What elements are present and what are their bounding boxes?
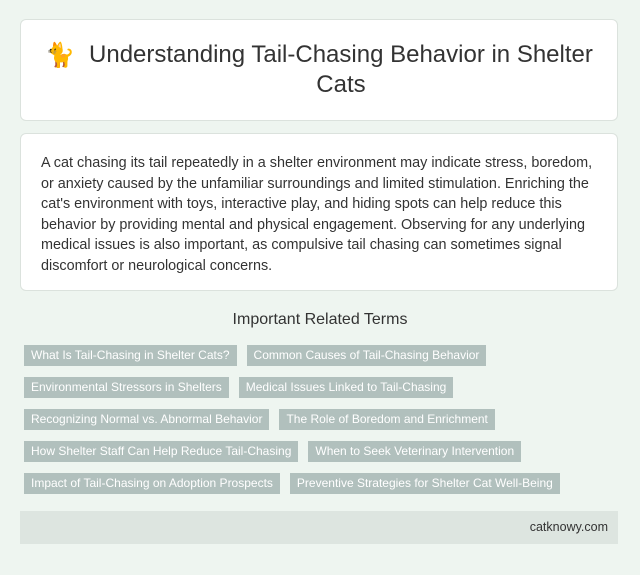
related-term-tag[interactable]: Medical Issues Linked to Tail-Chasing: [239, 377, 454, 398]
related-term-tag[interactable]: Preventive Strategies for Shelter Cat Well-Being: [290, 473, 560, 494]
related-term-tag[interactable]: What Is Tail-Chasing in Shelter Cats?: [24, 345, 237, 366]
related-term-tag[interactable]: Impact of Tail-Chasing on Adoption Prospects: [24, 473, 280, 494]
related-terms-title: Important Related Terms: [232, 311, 408, 328]
related-term-tag[interactable]: Recognizing Normal vs. Abnormal Behavior: [24, 409, 269, 430]
summary-card: [20, 133, 618, 291]
related-term-tag[interactable]: How Shelter Staff Can Help Reduce Tail-Chasing: [24, 441, 298, 462]
footer-site-link[interactable]: catknowy.com: [529, 520, 608, 534]
related-term-tag[interactable]: The Role of Boredom and Enrichment: [279, 409, 494, 430]
summary-text: A cat chasing its tail repeatedly in a shelter environment may indicate stress, boredom, or anxiety caused by the unfamiliar surroundings and limited stimulation. Enriching the cat's environment with toys, interactive play, and hiding spots can help reduce this behavior by providing mental and physical engagement. Observing for any underlying medical issues is also important, as compulsive tail chasing can sometimes signal discomfort or neurological concerns.: [41, 155, 593, 274]
related-term-tag[interactable]: Environmental Stressors in Shelters: [24, 377, 229, 398]
page-title: Understanding Tail-Chasing Behavior in Shelter Cats: [89, 41, 593, 98]
related-term-tag[interactable]: Common Causes of Tail-Chasing Behavior: [247, 345, 487, 366]
header-inner: [45, 40, 593, 100]
related-terms-list: [24, 345, 624, 494]
footer: [20, 511, 618, 544]
related-term-tag[interactable]: When to Seek Veterinary Intervention: [308, 441, 521, 462]
cat-emoji-icon: 🐈: [45, 41, 75, 69]
header-card: [20, 19, 618, 121]
